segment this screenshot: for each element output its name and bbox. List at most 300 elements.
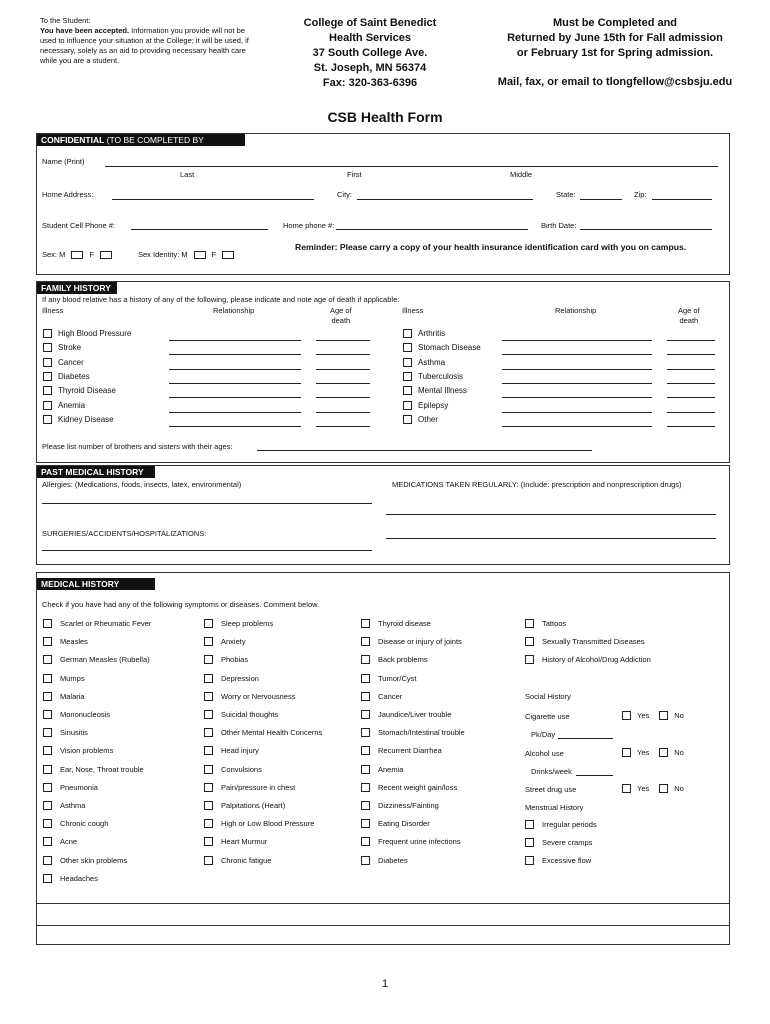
mh-item-history-of-alcohol-drug-addiction (525, 655, 651, 664)
comment-box-1[interactable] (36, 903, 730, 925)
mh-item-mumps (43, 674, 85, 683)
fh-age-field[interactable] (667, 397, 715, 398)
fh-checkbox[interactable] (403, 372, 412, 381)
mh-item-ear-nose-throat-trouble (43, 765, 144, 774)
mh-checkbox[interactable] (361, 637, 370, 646)
confidential-header (37, 134, 245, 154)
mh-checkbox[interactable] (361, 655, 370, 664)
mh-item-scarlet-or-rheumatic-fever (43, 619, 151, 628)
mh-checkbox[interactable] (204, 728, 213, 737)
fh-col-relationship-left: Relationship (213, 306, 255, 315)
fh-relationship-field[interactable] (502, 412, 652, 413)
mh-item-head-injury (204, 746, 259, 755)
mh-item-cancer (361, 692, 402, 701)
fh-relationship-field[interactable] (169, 340, 301, 341)
fh-item-mental-illness (403, 386, 467, 395)
fh-checkbox[interactable] (403, 329, 412, 338)
fh-item-kidney-disease (43, 415, 114, 424)
mh-label: Pneumonia (60, 782, 98, 792)
fh-age-field[interactable] (316, 340, 370, 341)
mh-item-heart-murmur (204, 837, 267, 846)
family-history-intro: If any blood relative has a history of any of the following, please indicate and note age of death if applicable: (42, 295, 400, 304)
college-address-block (280, 16, 460, 91)
mh-label: Recent weight gain/loss (378, 782, 458, 792)
page-number: 1 (381, 978, 389, 990)
mh-checkbox[interactable] (43, 856, 52, 865)
fh-checkbox[interactable] (403, 358, 412, 367)
drinks-week-field[interactable] (576, 775, 613, 776)
fh-label: Stroke (58, 343, 82, 353)
sex-row (42, 250, 112, 259)
fh-label: Mental Illness (418, 386, 467, 396)
name-last-label: Last (180, 170, 195, 179)
birth-date-field[interactable] (580, 229, 712, 230)
fh-label: Kidney Disease (58, 414, 114, 424)
mh-item-mononucleosis (43, 710, 110, 719)
fh-age-field[interactable] (667, 426, 715, 427)
mh-item-sleep-problems (204, 619, 273, 628)
mh-item-anemia (361, 765, 403, 774)
street-drug-label: Street drug use (525, 785, 577, 794)
fh-checkbox[interactable] (43, 358, 52, 367)
college-fax: Fax: 320-363-6396 (322, 77, 418, 89)
mh-label: Anxiety (221, 637, 246, 647)
menstrual-history-label: Menstrual History (525, 803, 584, 812)
fh-age-field[interactable] (667, 354, 715, 355)
mh-item-tattoos (525, 619, 566, 628)
mh-checkbox[interactable] (204, 710, 213, 719)
fh-label: Arthritis (418, 329, 446, 338)
mh-item-depression (204, 674, 259, 683)
mh-label: Pain/pressure in chest (221, 782, 296, 792)
mh-label: Depression (221, 673, 259, 683)
fh-label: Diabetes (58, 371, 90, 381)
family-history-header: FAMILY HISTORY (37, 282, 117, 294)
fh-checkbox[interactable] (43, 401, 52, 410)
mh-label: Cancer (378, 691, 403, 701)
mh-checkbox[interactable] (43, 728, 52, 737)
fh-label: Anemia (58, 400, 86, 410)
college-dept: Health Services (329, 32, 411, 44)
mh-checkbox[interactable] (204, 837, 213, 846)
mh-label: Sinusitis (60, 728, 88, 738)
mh-label: Tattoos (542, 619, 567, 628)
student-note-bold: You have been accepted. (40, 26, 130, 35)
mh-item-worry-or-nervousness (204, 692, 295, 701)
fh-relationship-field[interactable] (502, 340, 652, 341)
mh-checkbox[interactable] (204, 765, 213, 774)
fh-checkbox[interactable] (43, 343, 52, 352)
mh-item-pain-pressure-in-chest (204, 783, 295, 792)
alcohol-yes-label: Yes (637, 748, 650, 757)
mh-item-convulsions (204, 765, 262, 774)
mh-checkbox[interactable] (43, 637, 52, 646)
mh-item-jaundice-liver-trouble (361, 710, 451, 719)
deadline-line2: Returned by June 15th for Fall admission (507, 32, 723, 44)
mh-item-anxiety (204, 637, 246, 646)
cigarette-no-label: No (674, 711, 684, 720)
fh-age-field[interactable] (316, 354, 370, 355)
mh-item-pneumonia (43, 783, 98, 792)
mh-item-asthma (43, 801, 85, 810)
mh-item-palpitations-heart (204, 801, 285, 810)
mh-item-headaches (43, 874, 98, 883)
student-note-heading: To the Student: (40, 16, 91, 25)
pk-day-field[interactable] (558, 738, 613, 739)
fh-col-age-right-2: death (679, 316, 699, 325)
fh-label: Stomach Disease (418, 343, 481, 353)
street-drug-no-checkbox[interactable] (659, 784, 668, 793)
cigarette-label: Cigarette use (525, 712, 570, 721)
city-field[interactable] (357, 199, 533, 200)
name-label: Name (Print) (42, 157, 85, 166)
mh-label: Tumor/Cyst (378, 673, 417, 683)
fh-checkbox[interactable] (43, 372, 52, 381)
home-address-field[interactable] (112, 199, 314, 200)
fh-item-other (403, 415, 438, 424)
name-field[interactable] (105, 166, 718, 167)
social-history-label: Social History (525, 692, 571, 701)
mh-item-sinusitis (43, 728, 88, 737)
mh-item-recent-weight-gain-loss (361, 783, 457, 792)
mh-item-recurrent-diarrhea (361, 746, 442, 755)
mh-label: Worry or Nervousness (221, 691, 296, 701)
mh-checkbox[interactable] (204, 637, 213, 646)
mh-checkbox[interactable] (43, 837, 52, 846)
mh-item-diabetes (361, 856, 408, 865)
mh-label: Other skin problems (60, 855, 128, 865)
fh-checkbox[interactable] (403, 401, 412, 410)
mh-item-thyroid-disease (361, 619, 431, 628)
mh-label: Vision problems (60, 746, 114, 756)
mh-item-back-problems (361, 655, 428, 664)
mh-label: Back problems (378, 655, 428, 665)
fh-age-field[interactable] (667, 340, 715, 341)
fh-item-stomach-disease (403, 343, 481, 352)
sex-identity-m-label: Sex Identity: M (138, 250, 188, 259)
state-label: State: (556, 190, 576, 199)
fh-age-field[interactable] (667, 383, 715, 384)
allergies-field[interactable] (42, 503, 372, 504)
confidential-header-bold: CONFIDENTIAL (41, 135, 105, 145)
mh-checkbox[interactable] (361, 783, 370, 792)
fh-age-field[interactable] (316, 369, 370, 370)
mh-checkbox[interactable] (43, 619, 52, 628)
birth-date-label: Birth Date: (541, 221, 577, 230)
past-medical-header: PAST MEDICAL HISTORY (37, 466, 155, 478)
mh-item-severe-cramps (525, 838, 592, 847)
cigarette-yes-no (622, 711, 684, 720)
fh-col-illness-right: Illness (402, 306, 424, 315)
mh-label: Severe cramps (542, 838, 593, 848)
fh-checkbox[interactable] (403, 386, 412, 395)
mh-label: Eating Disorder (378, 819, 430, 829)
mh-item-chronic-fatigue (204, 856, 271, 865)
fh-col-age-right-1: Age of (678, 306, 700, 315)
mh-label: Anemia (378, 764, 404, 774)
confidential-header-rest: (TO BE COMPLETED BY STUDENT) (41, 135, 204, 154)
college-name: College of Saint Benedict (303, 17, 437, 29)
mh-label: Frequent urine infections (378, 837, 461, 847)
mh-checkbox[interactable] (204, 655, 213, 664)
fh-label: Other (418, 414, 439, 424)
mh-checkbox[interactable] (361, 837, 370, 846)
mh-checkbox[interactable] (204, 856, 213, 865)
fh-item-asthma (403, 358, 445, 367)
fh-checkbox[interactable] (403, 343, 412, 352)
college-city: St. Joseph, MN 56374 (313, 62, 427, 74)
comment-box-2[interactable] (36, 925, 730, 945)
fh-relationship-field[interactable] (502, 426, 652, 427)
sex-f-checkbox[interactable] (100, 251, 112, 259)
mh-checkbox[interactable] (43, 710, 52, 719)
zip-label: Zip: (634, 190, 647, 199)
mh-label: Asthma (60, 801, 86, 810)
fh-relationship-field[interactable] (502, 397, 652, 398)
mh-item-other-mental-health-concerns (204, 728, 322, 737)
cigarette-no-checkbox[interactable] (659, 711, 668, 720)
mh-item-phobias (204, 655, 248, 664)
mh-label: Stomach/Intestinal trouble (378, 728, 465, 738)
mh-checkbox[interactable] (204, 692, 213, 701)
mh-label: Diabetes (378, 855, 408, 865)
fh-item-high-blood-pressure (43, 329, 131, 338)
mh-checkbox[interactable] (361, 710, 370, 719)
cigarette-yes-label: Yes (637, 711, 650, 720)
home-phone-label: Home phone #: (283, 221, 335, 230)
mh-item-malaria (43, 692, 85, 701)
state-field[interactable] (580, 199, 622, 200)
sex-identity-row (138, 250, 234, 259)
mh-item-excessive-flow (525, 856, 591, 865)
fh-checkbox[interactable] (43, 386, 52, 395)
alcohol-no-label: No (674, 748, 684, 757)
mh-checkbox[interactable] (361, 619, 370, 628)
fh-checkbox[interactable] (43, 415, 52, 424)
fh-col-illness-left: Illness (42, 306, 64, 315)
mh-label: Other Mental Health Concerns (221, 728, 323, 738)
home-address-label: Home Address: (42, 190, 94, 199)
mh-checkbox[interactable] (204, 674, 213, 683)
mh-checkbox[interactable] (43, 692, 52, 701)
mh-label: Chronic cough (60, 819, 109, 829)
drinks-week-label: Drinks/week (531, 767, 572, 776)
fh-item-epilepsy (403, 401, 448, 410)
mh-item-german-measles-rubella (43, 655, 150, 664)
mh-checkbox[interactable] (43, 801, 52, 810)
name-middle-label: Middle (510, 170, 533, 179)
mh-checkbox[interactable] (361, 819, 370, 828)
fh-label: Cancer (58, 357, 84, 367)
fh-relationship-field[interactable] (169, 369, 301, 370)
fh-age-field[interactable] (316, 412, 370, 413)
mh-label: German Measles (Rubella) (60, 655, 150, 665)
mh-checkbox[interactable] (43, 655, 52, 664)
mh-item-stomach-intestinal-trouble (361, 728, 465, 737)
mh-checkbox[interactable] (43, 765, 52, 774)
mh-item-vision-problems (43, 746, 113, 755)
mh-label: Jaundice/Liver trouble (378, 710, 452, 719)
fh-relationship-field[interactable] (502, 354, 652, 355)
sex-identity-m-checkbox[interactable] (194, 251, 206, 259)
siblings-label: Please list number of brothers and sisters with their ages: (42, 442, 233, 451)
fh-item-anemia (43, 401, 85, 410)
college-street: 37 South College Ave. (312, 47, 428, 59)
fh-checkbox[interactable] (43, 329, 52, 338)
fh-item-arthritis (403, 329, 445, 338)
medications-field-1[interactable] (386, 514, 716, 515)
mh-checkbox[interactable] (361, 728, 370, 737)
mh-checkbox[interactable] (525, 820, 534, 829)
mh-checkbox[interactable] (525, 655, 534, 664)
fh-age-field[interactable] (667, 412, 715, 413)
mh-label: Acne (60, 837, 78, 847)
mh-checkbox[interactable] (361, 692, 370, 701)
mh-label: Measles (60, 637, 88, 647)
deadline-mail: Mail, fax, or email to tlongfellow@csbsju.edu (497, 76, 733, 88)
mh-checkbox[interactable] (361, 674, 370, 683)
mh-item-irregular-periods (525, 820, 597, 829)
mh-label: Palpitations (Heart) (221, 801, 286, 810)
city-label: City: (337, 190, 352, 199)
cell-phone-field[interactable] (131, 229, 268, 230)
alcohol-label: Alcohol use (525, 749, 564, 758)
mh-checkbox[interactable] (525, 637, 534, 646)
home-phone-field[interactable] (336, 229, 528, 230)
alcohol-no-checkbox[interactable] (659, 748, 668, 757)
pk-day-label: Pk/Day (531, 730, 556, 739)
fh-age-field[interactable] (316, 383, 370, 384)
mh-checkbox[interactable] (204, 619, 213, 628)
fh-item-cancer (43, 358, 84, 367)
medical-history-intro: Check if you have had any of the following symptoms or diseases. Comment below. (42, 600, 320, 609)
mh-item-sexually-transmitted-diseases (525, 637, 645, 646)
mh-label: Disease or injury of joints (378, 637, 462, 647)
fh-relationship-field[interactable] (169, 354, 301, 355)
medications-label: MEDICATIONS TAKEN REGULARLY: (Include: prescription and nonprescription drugs) (392, 480, 682, 489)
mh-item-suicidal-thoughts (204, 710, 278, 719)
mh-label: Sexually Transmitted Diseases (542, 637, 645, 647)
deadline-block (480, 16, 750, 90)
mh-checkbox[interactable] (43, 874, 52, 883)
fh-relationship-field[interactable] (502, 383, 652, 384)
mh-checkbox[interactable] (361, 856, 370, 865)
mh-checkbox[interactable] (525, 838, 534, 847)
deadline-line3: or February 1st for Spring admission. (516, 47, 714, 59)
mh-label: Mumps (60, 673, 85, 683)
mh-label: Headaches (60, 873, 98, 883)
fh-col-age-left (330, 306, 352, 325)
mh-label: Ear, Nose, Throat trouble (60, 764, 144, 774)
fh-item-diabetes (43, 372, 90, 381)
mh-label: Thyroid disease (378, 619, 431, 628)
mh-item-high-or-low-blood-pressure (204, 819, 314, 828)
street-drug-yes-checkbox[interactable] (622, 784, 631, 793)
fh-relationship-field[interactable] (169, 426, 301, 427)
mh-checkbox[interactable] (361, 746, 370, 755)
mh-checkbox[interactable] (361, 801, 370, 810)
mh-checkbox[interactable] (43, 819, 52, 828)
mh-item-measles (43, 637, 88, 646)
sex-m-label: Sex: M (42, 250, 66, 259)
mh-label: Excessive flow (542, 856, 592, 866)
mh-label: Malaria (60, 691, 85, 701)
zip-field[interactable] (652, 199, 712, 200)
name-first-label: First (347, 170, 362, 179)
mh-checkbox[interactable] (361, 765, 370, 774)
sex-identity-f-checkbox[interactable] (222, 251, 234, 259)
mh-label: High or Low Blood Pressure (221, 819, 315, 829)
mh-checkbox[interactable] (43, 746, 52, 755)
siblings-field[interactable] (257, 450, 592, 451)
fh-age-field[interactable] (316, 426, 370, 427)
medications-field-2[interactable] (386, 538, 716, 539)
mh-label: Mononucleosis (60, 710, 111, 719)
mh-checkbox[interactable] (204, 819, 213, 828)
fh-age-field[interactable] (667, 369, 715, 370)
mh-label: Suicidal thoughts (221, 710, 279, 719)
fh-item-stroke (43, 343, 81, 352)
mh-checkbox[interactable] (43, 674, 52, 683)
mh-checkbox[interactable] (43, 783, 52, 792)
fh-relationship-field[interactable] (502, 369, 652, 370)
fh-checkbox[interactable] (403, 415, 412, 424)
mh-label: Convulsions (221, 764, 262, 774)
surgeries-label: SURGERIES/ACCIDENTS/HOSPITALIZATIONS: (42, 529, 207, 538)
fh-age-field[interactable] (316, 397, 370, 398)
sex-m-checkbox[interactable] (71, 251, 83, 259)
street-drug-no-label: No (674, 784, 684, 793)
mh-checkbox[interactable] (204, 783, 213, 792)
mh-item-tumor-cyst (361, 674, 416, 683)
form-title: CSB Health Form (327, 109, 443, 125)
alcohol-yes-no (622, 748, 684, 757)
fh-item-tuberculosis (403, 372, 463, 381)
fh-label: Thyroid Disease (58, 386, 116, 396)
mh-label: Chronic fatigue (221, 855, 272, 865)
fh-relationship-field[interactable] (169, 397, 301, 398)
mh-label: Heart Murmur (221, 837, 268, 847)
mh-item-frequent-urine-infections (361, 837, 461, 846)
deadline-line1: Must be Completed and (552, 17, 678, 29)
mh-item-other-skin-problems (43, 856, 127, 865)
mh-label: Scarlet or Rheumatic Fever (60, 619, 152, 628)
fh-label: Tuberculosis (418, 371, 464, 381)
fh-relationship-field[interactable] (169, 383, 301, 384)
insurance-reminder: Reminder: Please carry a copy of your health insurance identification card with you on campus. (295, 242, 687, 252)
mh-label: Recurrent Diarrhea (378, 746, 442, 756)
fh-relationship-field[interactable] (169, 412, 301, 413)
mh-item-chronic-cough (43, 819, 108, 828)
fh-col-relationship-right: Relationship (555, 306, 597, 315)
medical-history-header: MEDICAL HISTORY (37, 578, 155, 590)
sex-identity-f-label: F (211, 250, 217, 259)
fh-label: Epilepsy (418, 400, 449, 410)
surgeries-field[interactable] (42, 550, 372, 551)
mh-label: History of Alcohol/Drug Addiction (542, 655, 651, 665)
alcohol-yes-checkbox[interactable] (622, 748, 631, 757)
mh-label: Head injury (221, 746, 259, 756)
student-note (40, 16, 255, 66)
mh-item-dizziness-fainting (361, 801, 439, 810)
mh-checkbox[interactable] (525, 856, 534, 865)
fh-item-thyroid-disease (43, 386, 116, 395)
mh-checkbox[interactable] (525, 619, 534, 628)
cigarette-yes-checkbox[interactable] (622, 711, 631, 720)
mh-checkbox[interactable] (204, 801, 213, 810)
mh-item-disease-or-injury-of-joints (361, 637, 462, 646)
mh-checkbox[interactable] (204, 746, 213, 755)
